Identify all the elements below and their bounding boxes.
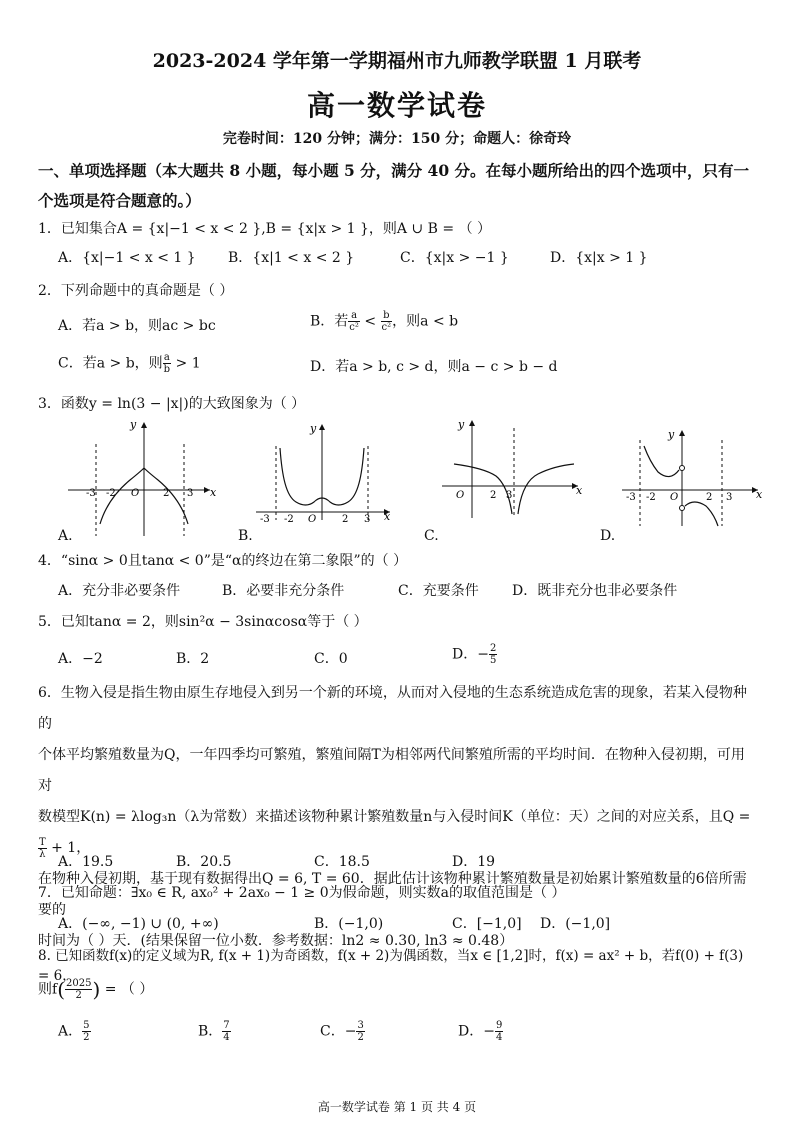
svg-text:O: O <box>308 514 317 525</box>
q7-option-d: D．(−1,0] <box>540 916 611 932</box>
fraction: $\frac{5}{2}$ <box>83 1020 90 1043</box>
q3-graph-c <box>438 414 588 526</box>
svg-text:O: O <box>456 490 465 501</box>
svg-text:x: x <box>576 484 583 497</box>
q5-option-a: A．−2 <box>58 651 103 667</box>
open-point-bottom <box>680 506 685 511</box>
q3-stem: 3．函数y = ln(3 − |x|)的大致图象为（ ） <box>38 396 306 412</box>
fraction: $\frac{b}{\text{c²}}$ <box>381 310 392 333</box>
q2-option-b: B．若 $\frac{a}{\text{c²}}$ < $\frac{b}{\text{c²}}$ ，则a < b <box>310 310 459 333</box>
svg-text:3: 3 <box>506 490 513 501</box>
q5-stem: 5．已知tanα = 2，则sin²α − 3sinαcosα等于（ ） <box>38 614 368 630</box>
q7-option-b: B．(−1,0) <box>314 916 384 932</box>
exam-meta: 完卷时间：120 分钟；满分：150 分；命题人：徐奇玲 <box>222 131 572 147</box>
q3-option-d: D. <box>600 528 616 544</box>
y-axis-arrow <box>469 420 475 426</box>
q3-graph-b <box>250 416 400 528</box>
svg-text:3: 3 <box>187 488 194 499</box>
svg-text:-2: -2 <box>646 492 656 503</box>
q6-line2: 个体平均繁殖数量为Q，一年四季均可繁殖，繁殖间隔T为相邻两代间繁殖所需的平均时间．在物种入侵初期，可用对 <box>38 747 745 794</box>
q1-option-d: D．{x|x > 1 } <box>550 250 648 266</box>
fraction: $\frac{a}{\text{c²}}$ <box>349 310 359 333</box>
q4-option-a: A．充分非必要条件 <box>58 583 181 599</box>
curve-left <box>644 446 679 477</box>
svg-text:y: y <box>310 422 317 435</box>
section-heading-line2: 个选项是符合题意的。） <box>38 191 201 210</box>
svg-text:3: 3 <box>726 492 733 503</box>
svg-text:2: 2 <box>342 514 349 525</box>
q6-line3: 数模型K(n) = λlog₃n（λ为常数）来描述该物种累计繁殖数量n与入侵时间K（单位：天）之间的对应关系，且Q = $\frac{T}{\lambda}$ + 1， <box>38 809 751 860</box>
q3-option-a: A. <box>58 528 73 544</box>
svg-text:-3: -3 <box>260 514 270 525</box>
q1-option-b: B．{x|1 < x < 2 } <box>228 250 355 266</box>
section-heading-line1: 一、单项选择题（本大题共 8 小题，每小题 5 分，满分 40 分。在每小题所给出的四个选项中，只有一 <box>38 161 750 180</box>
q2-option-a: A．若a > b，则ac > bc <box>58 318 216 334</box>
y-axis-arrow <box>679 430 685 436</box>
svg-text:-2: -2 <box>106 488 116 499</box>
q5-option-b: B．2 <box>176 651 210 667</box>
svg-text:y: y <box>458 418 465 431</box>
q8-line2: 则f( $\frac{2025}{2}$ ) = （ ） <box>38 977 154 1002</box>
curve-right <box>685 502 718 526</box>
q1-option-c: C．{x|x > −1 } <box>400 250 509 266</box>
q6-line4: 在物种入侵初期，基于现有数据得出Q = 6, T = 60．据此估计该物种累计繁殖数量是初始累计繁殖数量的6倍所需要的 <box>38 871 747 918</box>
open-point-top <box>680 466 685 471</box>
q1-option-a: A．{x|−1 < x < 1 } <box>58 250 196 266</box>
svg-text:O: O <box>131 488 140 499</box>
svg-text:x: x <box>384 510 391 523</box>
q2-option-d: D．若a > b, c > d，则a − c > b − d <box>310 359 558 375</box>
fraction: $\frac{2}{5}$ <box>489 643 497 666</box>
q5-option-c: C．0 <box>314 651 348 667</box>
q2-option-b-prefix: B．若 <box>310 313 349 330</box>
q8-line1: 8. 已知函数f(x)的定义域为R, f(x + 1)为奇函数，f(x + 2)为偶函数，当x ∈ [1,2]时，f(x) = ax² + b，若f(0) + f(3) = 6， <box>38 948 744 984</box>
svg-text:x: x <box>756 488 763 501</box>
q6-option-a: A．19.5 <box>58 854 114 870</box>
svg-text:O: O <box>670 492 679 503</box>
curve-left <box>454 464 512 514</box>
svg-text:y: y <box>130 418 137 431</box>
fraction: $\frac{3}{2}$ <box>357 1020 364 1043</box>
q3-option-c: C. <box>424 528 439 544</box>
q8-option-a: A． $\frac{5}{2}$ <box>58 1020 90 1043</box>
q6-line1: 6．生物入侵是指生物由原生存地侵入到另一个新的环境，从而对入侵地的生态系统造成危害的现象，若某入侵物种的 <box>38 685 747 732</box>
q6-line5: 时间为（ ）天．(结果保留一位小数．参考数据：ln2 ≈ 0.30, ln3 ≈ 0.48） <box>38 933 514 949</box>
q4-option-c: C．充要条件 <box>398 583 479 599</box>
q4-option-b: B．必要非充分条件 <box>222 583 345 599</box>
exam-subtitle: 高一数学试卷 <box>306 89 487 122</box>
q4-stem: 4．“sinα > 0且tanα < 0”是“α的终边在第二象限”的（ ） <box>38 553 408 569</box>
svg-text:x: x <box>210 486 217 499</box>
fraction: $\frac{a}{b}$ <box>163 352 171 375</box>
page-footer: 高一数学试卷 第 1 页 共 4 页 <box>317 1100 477 1114</box>
q3-graph-a <box>60 416 220 544</box>
svg-text:2: 2 <box>706 492 713 503</box>
section-heading <box>38 156 758 216</box>
q7-option-a: A．(−∞, −1) ∪ (0, +∞) <box>58 916 219 932</box>
q7-option-c: C．[−1,0] <box>452 916 522 932</box>
y-axis-arrow <box>319 424 325 430</box>
q7-stem: 7．已知命题：∃x₀ ∈ R, ax₀² + 2ax₀ − 1 ≥ 0为假命题，则实数a的取值范围是（ ） <box>38 885 566 901</box>
fraction: $\frac{T}{\lambda}$ <box>39 836 46 860</box>
fraction: $\frac{7}{4}$ <box>223 1020 230 1043</box>
q6-option-b: B．20.5 <box>176 854 232 870</box>
svg-text:-2: -2 <box>284 514 294 525</box>
fraction: $\frac{9}{4}$ <box>495 1020 503 1043</box>
q3-graph-d <box>618 426 768 532</box>
q8-option-b: B． $\frac{7}{4}$ <box>198 1020 230 1043</box>
q2-stem: 2．下列命题中的真命题是（ ） <box>38 283 234 299</box>
q8-option-c: C．− $\frac{3}{2}$ <box>320 1020 364 1043</box>
fraction: $\frac{2025}{2}$ <box>66 978 92 1001</box>
svg-text:y: y <box>668 428 675 441</box>
q2-option-c: C．若a > b，则 $\frac{a}{b}$ > 1 <box>58 352 201 375</box>
q1-stem: 1．已知集合A = {x|−1 < x < 2 },B = {x|x > 1 }，则A ∪ B = （ ） <box>38 221 492 237</box>
curve-right <box>518 464 574 514</box>
exam-title: 2023-2024 学年第一学期福州市九师教学联盟 1 月联考 <box>152 50 642 72</box>
svg-text:3: 3 <box>364 514 371 525</box>
q3-option-b: B. <box>238 528 253 544</box>
q8-option-d: D．− $\frac{9}{4}$ <box>458 1020 503 1043</box>
svg-text:2: 2 <box>163 488 170 499</box>
y-axis-arrow <box>141 422 147 428</box>
svg-text:2: 2 <box>490 490 497 501</box>
q6-option-d: D．19 <box>452 854 496 870</box>
q6-option-c: C．18.5 <box>314 854 370 870</box>
svg-text:-3: -3 <box>626 492 636 503</box>
q5-option-d: D．− $\frac{2}{5}$ <box>452 643 497 666</box>
q4-option-d: D．既非充分也非必要条件 <box>512 583 678 599</box>
svg-text:-3: -3 <box>86 488 96 499</box>
